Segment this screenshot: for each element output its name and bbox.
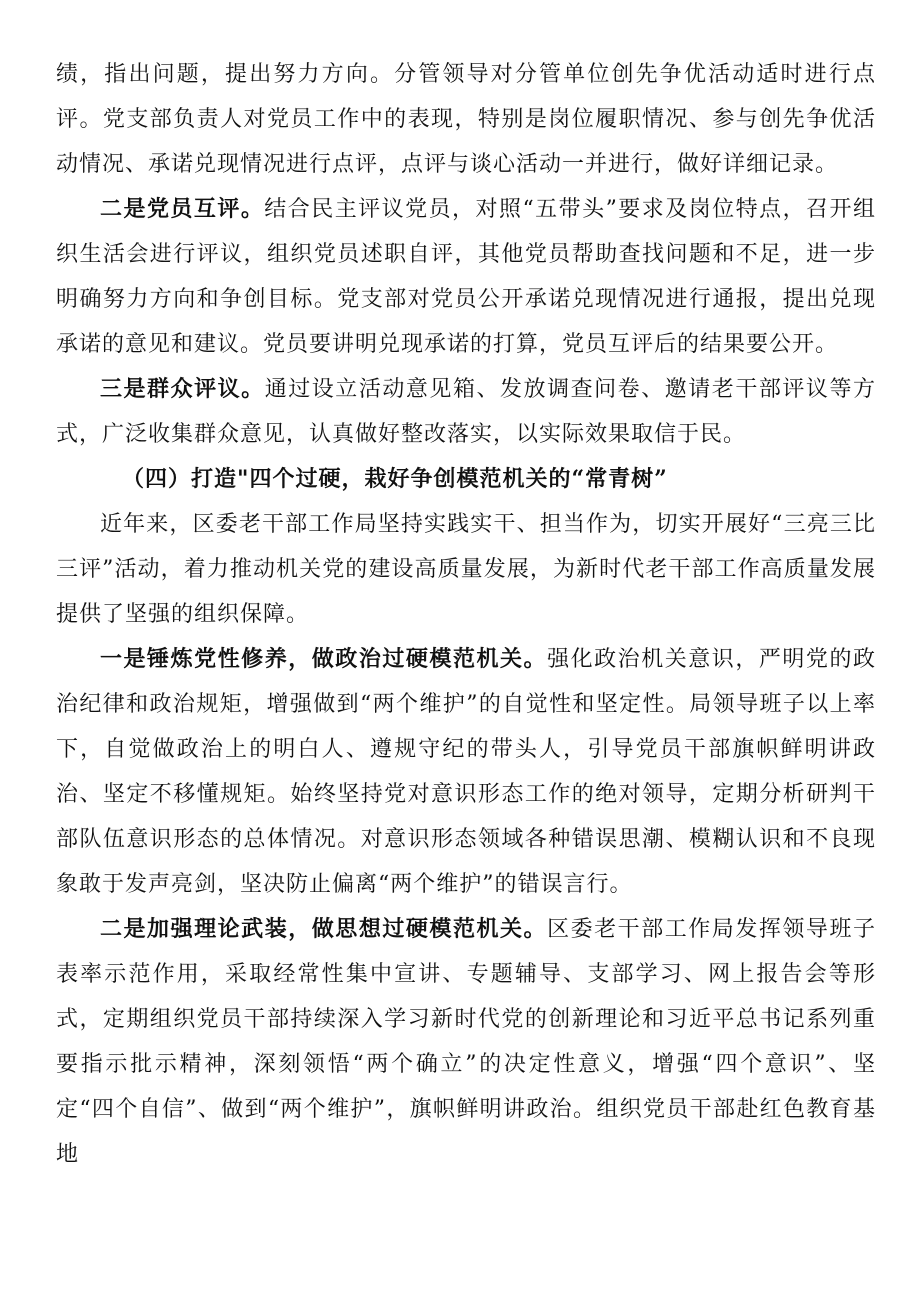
paragraph-public-review [56, 367, 876, 457]
paragraph-lead: 二是加强理论武装，做思想过硬模范机关。 [100, 916, 548, 942]
paragraph-continued [56, 52, 876, 187]
paragraph-lead: 二是党员互评。 [100, 196, 265, 222]
paragraph-party-member-mutual-review [56, 187, 876, 367]
paragraph-text: 结合民主评议党员，对照“五带头”要求及岗位特点，召开组织生活会进行评议，组织党员述职自评，其他党员帮助查找问题和不足，进一步明确努力方向和争创目标。党支部对党员公开承诺兑现情况进行通报，提出兑现承诺的意见和建议。党员要讲明兑现承诺的打算，党员互评后的结果要公开。 [56, 197, 876, 357]
section-heading: （四）打造"四个过硬，栽好争创模范机关的“常青树” [122, 466, 668, 492]
paragraph-lead: 一是锤炼党性修养，做政治过硬模范机关。 [100, 646, 548, 672]
paragraph-text: 近年来，区委老干部工作局坚持实践实干、担当作为，切实开展好“三亮三比三评”活动，着力推动机关党的建设高质量发展，为新时代老干部工作高质量发展提供了坚强的组织保障。 [56, 512, 876, 627]
paragraph-text: 强化政治机关意识，严明党的政治纪律和政治规矩，增强做到“两个维护”的自觉性和坚定性。局领导班子以上率下，自觉做政治上的明白人、遵规守纪的带头人，引导党员干部旗帜鲜明讲政治、坚定不移懂规矩。始终坚持党对意识形态工作的绝对领导，定期分析研判干部队伍意识形态的总体情况。对意识形态领域各种错误思潮、模糊认识和不良现象敢于发声亮剑，坚决防止偏离“两个维护”的错误言行。 [56, 647, 876, 897]
paragraph-ideological-excellence [56, 907, 876, 1177]
paragraph-text: 区委老干部工作局发挥领导班子表率示范作用，采取经常性集中宣讲、专题辅导、支部学习、网上报告会等形式，定期组织党员干部持续深入学习新时代党的创新理论和习近平总书记系列重要指示批示精神，深刻领悟“两个确立”的决定性意义，增强“四个意识”、坚定“四个自信”、做到“两个维护”，旗帜鲜明讲政治。组织党员干部赴红色教育基地 [56, 917, 876, 1167]
paragraph-political-excellence [56, 637, 876, 907]
paragraph-text: 绩，指出问题，提出努力方向。分管领导对分管单位创先争优活动适时进行点评。党支部负责人对党员工作中的表现，特别是岗位履职情况、参与创先争优活动情况、承诺兑现情况进行点评，点评与谈心活动一并进行，做好详细记录。 [56, 62, 876, 177]
paragraph-intro [56, 502, 876, 637]
paragraph-text: 通过设立活动意见箱、发放调查问卷、邀请老干部评议等方式，广泛收集群众意见，认真做好整改落实，以实际效果取信于民。 [56, 377, 876, 447]
paragraph-lead: 三是群众评议。 [100, 376, 265, 402]
